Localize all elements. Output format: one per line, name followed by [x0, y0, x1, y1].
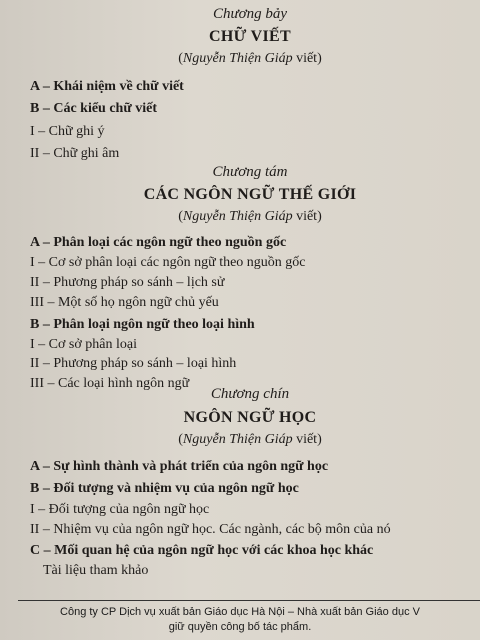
toc-item: B – Các kiểu chữ viết: [30, 101, 158, 116]
toc-item: A – Sự hình thành và phát triển của ngôn ngữ học: [30, 459, 329, 474]
author-name: Nguyễn Thiện Giáp: [182, 51, 293, 66]
toc-item: I – Chữ ghi ý: [30, 124, 105, 139]
chapter-heading: Chương chín: [210, 386, 290, 402]
publisher-notice: [0, 605, 480, 635]
chapter-title: CHỮ VIẾT: [209, 28, 291, 45]
toc-item: II – Nhiệm vụ của ngôn ngữ học. Các ngành, các bộ môn của nó: [30, 522, 391, 537]
toc-item: I – Cơ sở phân loại các ngôn ngữ theo nguồn gốc: [30, 255, 306, 270]
chapter-title: CÁC NGÔN NGỮ THẾ GIỚI: [143, 186, 357, 203]
publisher-line-1: Công ty CP Dịch vụ xuất bản Giáo dục Hà Nội – Nhà xuất bản Giáo dục V: [60, 606, 420, 618]
toc-item: C – Mối quan hệ của ngôn ngữ học với các khoa học khác: [30, 543, 374, 558]
chapter-heading: Chương bảy: [212, 6, 288, 22]
chapter-author: (Nguyễn Thiện Giáp viết): [178, 432, 322, 447]
author-name: Nguyễn Thiện Giáp: [182, 209, 293, 224]
toc-item: II – Phương pháp so sánh – loại hình: [30, 356, 237, 371]
chapter-heading: Chương tám: [212, 164, 288, 180]
toc-item: I – Đối tượng của ngôn ngữ học: [30, 502, 210, 517]
toc-item: II – Phương pháp so sánh – lịch sử: [30, 275, 225, 290]
author-suffix: viết: [296, 432, 318, 447]
toc-item: A – Phân loại các ngôn ngữ theo nguồn gốc: [30, 235, 287, 250]
toc-item: A – Khái niệm về chữ viết: [30, 79, 184, 94]
chapter-author: (Nguyễn Thiện Giáp viết): [178, 209, 322, 224]
toc-item: III – Các loại hình ngôn ngữ: [30, 376, 190, 391]
author-suffix: viết: [296, 209, 318, 224]
toc-item: Tài liệu tham khảo: [43, 563, 149, 578]
toc-item: III – Một số họ ngôn ngữ chủ yếu: [30, 295, 219, 310]
author-suffix: viết: [296, 51, 318, 66]
chapter-author: (Nguyễn Thiện Giáp viết): [178, 51, 322, 66]
toc-item: B – Phân loại ngôn ngữ theo loại hình: [30, 317, 255, 332]
chapter-title: NGÔN NGỮ HỌC: [183, 409, 317, 426]
toc-item: I – Cơ sở phân loại: [30, 337, 137, 352]
toc-item: II – Chữ ghi âm: [30, 146, 120, 161]
toc-item: B – Đối tượng và nhiệm vụ của ngôn ngữ học: [30, 481, 299, 496]
footer-divider: [18, 600, 480, 601]
publisher-line-2: giữ quyền công bố tác phẩm.: [168, 621, 312, 633]
author-name: Nguyễn Thiện Giáp: [182, 432, 293, 447]
